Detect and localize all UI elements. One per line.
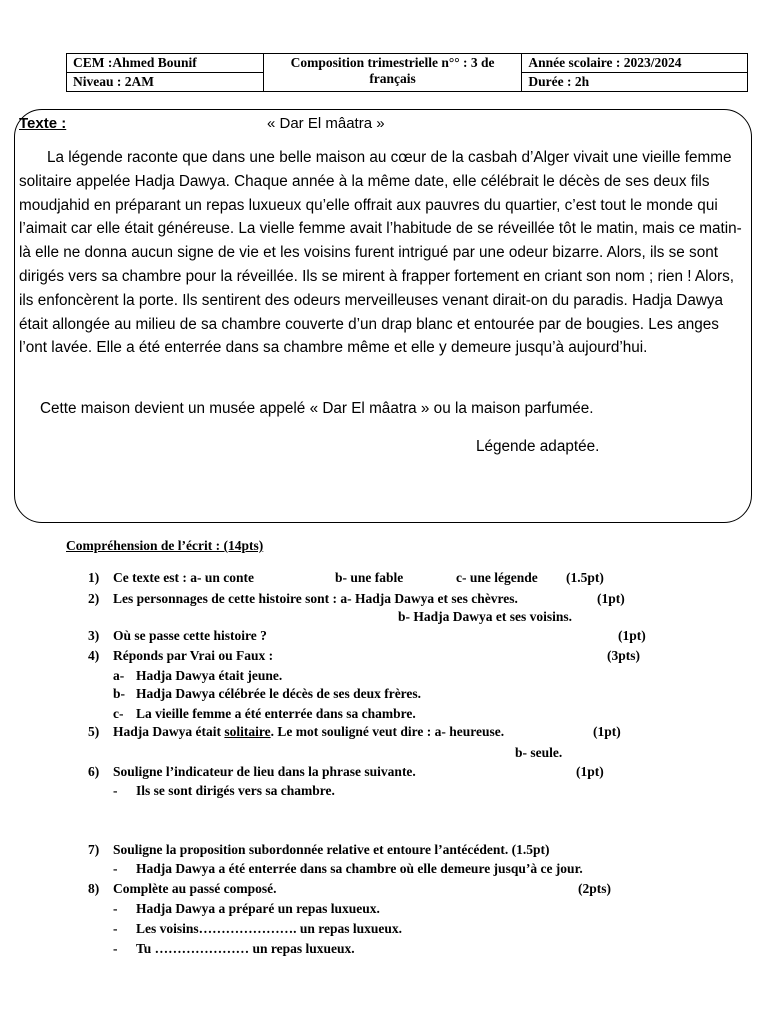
- question-text: Complète au passé composé.: [113, 881, 277, 896]
- option-b: b- Hadja Dawya et ses voisins.: [398, 609, 573, 624]
- points: (1pt): [593, 724, 621, 739]
- sentence-text: Ils se sont dirigés vers sa chambre.: [136, 783, 335, 798]
- duration: Durée : 2h: [522, 73, 748, 92]
- item-letter: b-: [113, 686, 126, 701]
- question-text: Où se passe cette histoire ?: [113, 628, 267, 643]
- question-text-after: . Le mot souligné veut dire : a- heureuse.: [270, 724, 505, 739]
- points: (2pts): [578, 881, 611, 896]
- question-1: [0, 570, 768, 586]
- question-6: [0, 764, 768, 780]
- sentence-text: Hadja Dawya a préparé un repas luxueux.: [136, 901, 380, 916]
- question-number: 4): [88, 648, 100, 663]
- question-text: Les personnages de cette histoire sont : a- Hadja Dawya et ses chèvres.: [113, 591, 518, 606]
- bullet-dash: -: [113, 901, 118, 916]
- true-false-item: [0, 706, 768, 722]
- school-name: CEM :Ahmed Bounif: [67, 54, 264, 73]
- item-letter: a-: [113, 668, 125, 683]
- question-number: 8): [88, 881, 100, 896]
- sentence-text: Tu ………………… un repas luxueux.: [136, 941, 355, 956]
- question-text: Réponds par Vrai ou Faux :: [113, 648, 274, 663]
- comprehension-title: Compréhension de l’écrit : (14pts): [66, 538, 264, 553]
- story-paragraph: La légende raconte que dans une belle maison au cœur de la casbah d’Alger vivait une vieille femme solitaire appelée Hadja Dawya. Chaque année à la même date, elle célébrait le décès de ses deux fils moudjahid en préparant un repas luxueux qu’elle offrait aux pauvres du quartier, c’est tout le monde qui l’aimait car elle était généreuse. La vielle femme avait l’habitude de se réveillée tôt le matin, mais ce matin-là elle ne donna aucun signe de vie et les voisins furent intrigué par une odeur bizarre. Alors, ils se sont dirigés vers sa chambre pour la réveillée. Ils se mirent à frapper fortement en criant son nom ; rien ! Alors, ils enfoncèrent la porte. Ils sentirent des odeurs merveilleuses venant dirait-on du paradis. Hadja Dawya était allongée au milieu de sa chambre couverte d’un drap blanc et entourée par de bougies. Les anges l’ont lavée. Elle a été enterrée dans sa chambre même et elle y demeure jusqu’à aujourd’hui.: [19, 149, 742, 357]
- points: (1.5pt): [566, 570, 604, 585]
- question-number: 6): [88, 764, 100, 779]
- exercise-sentence: [0, 861, 768, 877]
- true-false-item: [0, 686, 768, 702]
- question-number: 2): [88, 591, 100, 606]
- sentence-text: Hadja Dawya a été enterrée dans sa chambre où elle demeure jusqu’à ce jour.: [136, 861, 583, 876]
- true-false-item: [0, 668, 768, 684]
- story-paragraph-2: Cette maison devient un musée appelé « Dar El mâatra » ou la maison parfumée.: [40, 400, 594, 417]
- question-text: Souligne la proposition subordonnée relative et entoure l’antécédent. (1.5pt): [113, 842, 550, 857]
- text-label: Texte :: [19, 115, 67, 132]
- exercise-sentence: [0, 921, 768, 937]
- question-2: [0, 591, 768, 607]
- option-b: b- seule.: [515, 745, 563, 760]
- bullet-dash: -: [113, 861, 118, 876]
- item-letter: c-: [113, 706, 124, 721]
- question-text: Ce texte est : a- un conte: [113, 570, 254, 585]
- exercise-sentence: [0, 783, 768, 799]
- question-text: Souligne l’indicateur de lieu dans la phrase suivante.: [113, 764, 416, 779]
- points: (3pts): [607, 648, 640, 663]
- sentence-text: Les voisins…………………. un repas luxueux.: [136, 921, 403, 936]
- points: (1pt): [597, 591, 625, 606]
- text-title: « Dar El mâatra »: [267, 115, 385, 132]
- item-text: Hadja Dawya célébrée le décès de ses deux frères.: [136, 686, 422, 701]
- question-text-before: Hadja Dawya était: [113, 724, 225, 739]
- bullet-dash: -: [113, 941, 118, 956]
- bullet-dash: -: [113, 921, 118, 936]
- item-text: Hadja Dawya était jeune.: [136, 668, 283, 683]
- question-4: [0, 648, 768, 664]
- text-source: Légende adaptée.: [476, 438, 600, 455]
- question-8: [0, 881, 768, 897]
- question-number: 1): [88, 570, 100, 585]
- question-number: 5): [88, 724, 100, 739]
- points: (1pt): [576, 764, 604, 779]
- item-text: La vieille femme a été enterrée dans sa chambre.: [136, 706, 416, 721]
- question-number: 3): [88, 628, 100, 643]
- exercise-sentence: [0, 941, 768, 957]
- question-number: 7): [88, 842, 100, 857]
- question-3: [0, 628, 768, 644]
- question-7: [0, 842, 768, 858]
- bullet-dash: -: [113, 783, 118, 798]
- question-text: [113, 724, 504, 740]
- underlined-word: solitaire: [224, 724, 271, 739]
- level: Niveau : 2AM: [67, 73, 264, 92]
- exercise-sentence: [0, 901, 768, 917]
- exam-title: Composition trimestrielle n°° : 3 de français: [263, 54, 522, 92]
- exam-header-table: [66, 53, 748, 92]
- option-b: b- une fable: [335, 570, 404, 585]
- option-c: c- une légende: [456, 570, 538, 585]
- points: (1pt): [618, 628, 646, 643]
- question-5: [0, 724, 768, 740]
- school-year: Année scolaire : 2023/2024: [522, 54, 748, 73]
